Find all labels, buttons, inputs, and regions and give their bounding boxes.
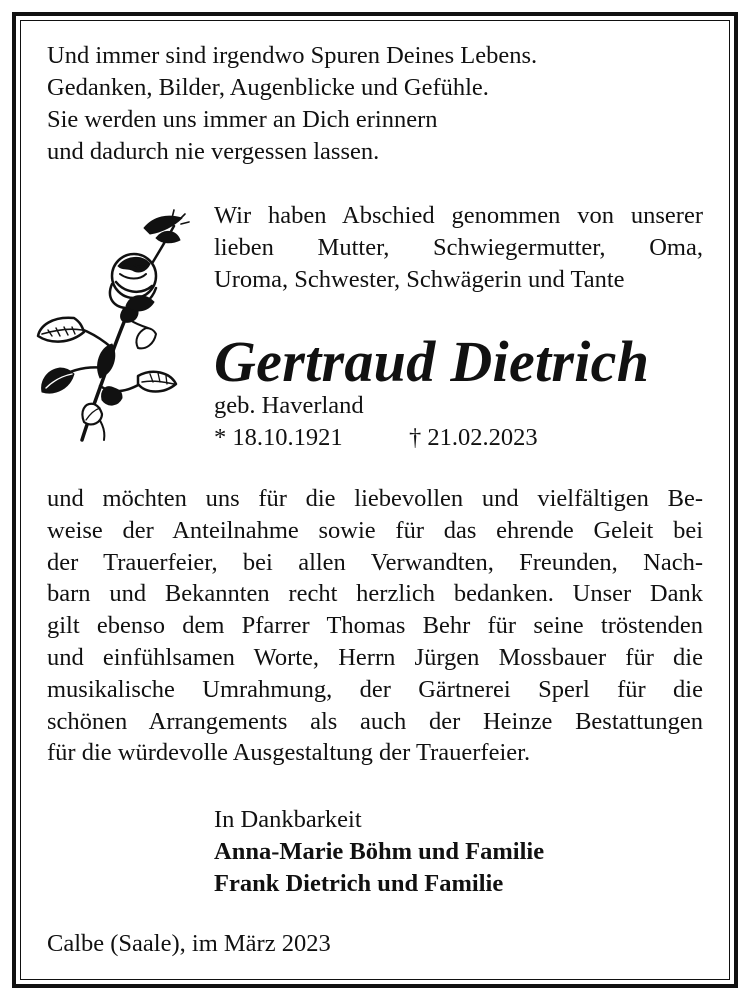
motto-line: Gedanken, Bilder, Augenblicke und Gefühle. — [47, 74, 489, 101]
birth-date: * 18.10.1921 — [214, 424, 343, 451]
body-line: gilt ebenso dem Pfarrer Thomas Behr für seine tröstenden — [47, 612, 703, 640]
body-line: barn und Bekannten recht herzlich bedanken. Unser Dank — [47, 580, 703, 608]
thanks-heading: In Dankbarkeit — [214, 806, 362, 833]
signature-block — [214, 804, 544, 900]
body-line: für die würdevolle Ausgestaltung der Trauerfeier. — [47, 739, 531, 767]
motto-line: Und immer sind irgendwo Spuren Deines Lebens. — [47, 42, 538, 69]
body-line: der Trauerfeier, bei allen Verwandten, Freunden, Nach- — [47, 548, 703, 576]
body-line: weise der Anteilnahme sowie für das ehrende Geleit bei — [47, 516, 703, 544]
rose-icon — [34, 208, 194, 448]
intro-line: Wir haben Abschied genommen von unserer — [214, 202, 703, 229]
place-date: Calbe (Saale), im März 2023 — [47, 930, 331, 957]
life-dates — [214, 422, 538, 454]
deceased-name: Gertraud Dietrich — [214, 329, 650, 394]
body-line: und möchten uns für die liebevollen und vielfältigen Be- — [47, 485, 703, 512]
motto-line: Sie werden uns immer an Dich erinnern — [47, 106, 438, 133]
motto-line: und dadurch nie vergessen lassen. — [47, 138, 380, 165]
death-date: † 21.02.2023 — [409, 424, 538, 451]
intro-line: lieben Mutter, Schwiegermutter, Oma, — [214, 234, 703, 261]
signatory: Frank Dietrich und Familie — [214, 870, 504, 897]
signatory: Anna-Marie Böhm und Familie — [214, 838, 545, 865]
intro-line: Uroma, Schwester, Schwägerin und Tante — [214, 266, 625, 293]
body-line: schönen Arrangements als auch der Heinze Bestattungen — [47, 707, 703, 735]
intro-text — [214, 200, 703, 296]
birth-name: geb. Haverland — [214, 392, 364, 419]
body-line: und einfühlsamen Worte, Herrn Jürgen Mossbauer für die — [47, 643, 703, 671]
body-line: musikalische Umrahmung, der Gärtnerei Sperl für die — [47, 675, 703, 703]
motto-verse — [47, 40, 537, 168]
thanks-body — [47, 483, 703, 769]
